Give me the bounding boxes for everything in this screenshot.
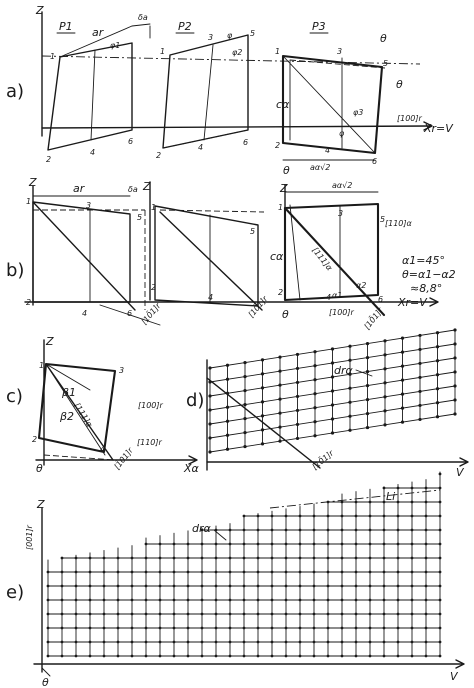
pt4-b3: 4 — [326, 293, 332, 302]
pt2-c: 2 — [32, 435, 38, 444]
x-axis-label-a: Xr=V — [424, 122, 453, 135]
dir-label-001r-e: [001]r — [25, 525, 34, 550]
grid-d-node — [418, 390, 421, 393]
grid-d-node — [313, 350, 316, 353]
pt2-p3: 2 — [275, 141, 281, 150]
grid-e-node — [439, 599, 442, 602]
grid-e-node — [439, 655, 442, 658]
theta-label-a-right: θ — [396, 78, 403, 91]
grid-d-node — [401, 393, 404, 396]
grid-d-node — [278, 356, 281, 359]
grid-d-node — [436, 373, 439, 376]
grid-d-node — [296, 367, 299, 370]
pt6-p1: 6 — [128, 137, 134, 146]
pt5-b3: 5 — [380, 215, 386, 224]
grid-d-node — [261, 428, 264, 431]
grid-d-node — [418, 404, 421, 407]
phi3-label: φ3 — [353, 108, 364, 117]
pt6-p2: 6 — [243, 138, 249, 147]
grid-d-node — [418, 376, 421, 379]
grid-d-node — [436, 401, 439, 404]
grid-d-node — [383, 353, 386, 356]
grid-d-node — [418, 418, 421, 421]
grid-d-node — [278, 384, 281, 387]
panel-a — [6, 4, 454, 177]
phi1-label: φ1 — [110, 41, 121, 50]
grid-d-node — [418, 348, 421, 351]
grid-d-node — [418, 334, 421, 337]
grid-d-node — [383, 367, 386, 370]
habit-line-e — [270, 490, 440, 508]
grid-d-node — [313, 364, 316, 367]
panel-d-label: d) — [186, 390, 205, 411]
grid-d-node — [436, 345, 439, 348]
d-r-alpha-label-d: drα — [334, 364, 353, 377]
grid-d-node — [401, 407, 404, 410]
v-label-e: V — [450, 670, 458, 683]
theta-label-c: θ — [36, 462, 43, 475]
grid-d-node — [383, 381, 386, 384]
pt4-p3: 4 — [325, 146, 331, 155]
grid-d-node — [453, 398, 456, 401]
approx-eq: ≈8,8° — [410, 282, 443, 295]
grid-d-node — [278, 426, 281, 429]
grid-d-node — [453, 328, 456, 331]
grid-d-node — [366, 398, 369, 401]
grid-d-node — [243, 417, 246, 420]
dir-label-b1: [10̄1]r — [139, 301, 163, 327]
pt4-p2: 4 — [198, 143, 204, 152]
grid-e-node — [439, 543, 442, 546]
grid-d-node — [278, 398, 281, 401]
pt1-p3: 1 — [275, 47, 281, 56]
grid-d-node — [383, 409, 386, 412]
grid-d-node — [331, 417, 334, 420]
grid-d-node — [226, 448, 229, 451]
diagonal-d — [207, 378, 320, 468]
grid-e-node — [439, 571, 442, 574]
pt2-b2: 2 — [151, 283, 157, 292]
phi2-label: φ2 — [232, 48, 243, 57]
pt5-b2: 5 — [250, 227, 256, 236]
pt6-b3: 6 — [378, 295, 384, 304]
grid-e-node — [439, 515, 442, 518]
x-axis-a — [42, 126, 430, 128]
pt1-p1: 1 — [50, 52, 56, 61]
p2-label: P2 — [178, 20, 192, 33]
cell-p1-mid — [91, 50, 95, 140]
grid-d-node — [296, 409, 299, 412]
grid-d-node — [366, 356, 369, 359]
c-alpha-label-a: cα — [276, 98, 290, 111]
grid-d-node — [383, 423, 386, 426]
grid-d-node — [331, 403, 334, 406]
grid-e-node — [439, 585, 442, 588]
pt4-b1: 4 — [82, 309, 88, 318]
theta-eq: θ=α1−α2 — [402, 268, 456, 281]
grid-d-node — [296, 353, 299, 356]
grid-d-node — [278, 370, 281, 373]
grid-d-node — [401, 351, 404, 354]
z-axis-label: Z — [36, 4, 44, 17]
z-label-e: Z — [37, 498, 45, 511]
panel-b — [6, 176, 456, 331]
grid-e-node — [439, 641, 442, 644]
grid-d-node — [226, 364, 229, 367]
dir-label-b2: [10̄1]r — [246, 294, 270, 320]
shear-top-p1 — [132, 24, 150, 26]
grid-d-node — [348, 401, 351, 404]
dir-label-d: [10̄1]r — [310, 448, 336, 472]
grid-d-node — [366, 370, 369, 373]
beta1-label: β1 — [62, 386, 77, 399]
grid-d-node — [348, 345, 351, 348]
grid-d-node — [453, 356, 456, 359]
pt5-b1: 5 — [137, 213, 143, 222]
grid-e-node — [439, 473, 442, 476]
grid-d-node — [453, 412, 456, 415]
grid-e-node — [439, 529, 442, 532]
lattice-grid-e — [47, 472, 442, 657]
grid-d-node — [296, 381, 299, 384]
grid-e-node — [439, 613, 442, 616]
alpha1-eq: α1=45° — [402, 254, 445, 267]
pt2-p2: 2 — [156, 151, 162, 160]
grid-d-node — [401, 421, 404, 424]
theta-label-a-bottom: θ — [283, 164, 290, 177]
grid-d-node — [436, 359, 439, 362]
v-label-d: V — [456, 466, 464, 479]
grid-d-node — [261, 386, 264, 389]
grid-d-node — [296, 395, 299, 398]
reference-line-a — [42, 56, 420, 64]
grid-d-node — [226, 406, 229, 409]
grid-d-node — [348, 415, 351, 418]
dir-label-100r-a: [100]r — [397, 114, 422, 123]
dir-label-b3: [10̄1]r — [362, 306, 385, 332]
delta-a-label-a: δa — [138, 13, 148, 22]
grid-d-node — [366, 412, 369, 415]
theta-label-a-top: θ — [380, 32, 387, 45]
grid-d-node — [436, 331, 439, 334]
pt2-b3: 2 — [278, 288, 284, 297]
grid-d-node — [453, 342, 456, 345]
grid-d-node — [278, 440, 281, 443]
panel-e-label: e) — [6, 582, 25, 603]
grid-d-node — [208, 366, 211, 369]
pt1-p2: 1 — [160, 47, 166, 56]
pt3-p3: 3 — [337, 47, 343, 56]
grid-d-node — [243, 389, 246, 392]
grid-d-node — [401, 379, 404, 382]
panel-d — [186, 328, 468, 479]
grid-d-node — [401, 365, 404, 368]
grid-d-node — [261, 358, 264, 361]
theta-label-e: θ — [42, 676, 49, 688]
cell-p1 — [48, 43, 132, 150]
grid-d-node — [348, 387, 351, 390]
panel-c-label: c) — [6, 386, 23, 407]
pt4-p1: 4 — [90, 148, 96, 157]
grid-d-node — [208, 394, 211, 397]
grid-d-node — [243, 375, 246, 378]
dir-label-110a-b: [110]α — [385, 219, 412, 228]
grid-e-node — [439, 627, 442, 630]
pt1-b3: 1 — [278, 203, 284, 212]
grid-d-node — [208, 408, 211, 411]
grid-d-node — [331, 431, 334, 434]
p1-label: P1 — [59, 20, 73, 33]
dir-label-111a-b: [111]α — [310, 245, 335, 273]
a-alpha-label-b: aα√2 — [332, 181, 353, 190]
c-alpha-label-b: cα — [270, 250, 284, 263]
grid-d-node — [313, 392, 316, 395]
grid-e-node — [439, 557, 442, 560]
pt5-p2: 5 — [250, 29, 256, 38]
grid-d-node — [261, 400, 264, 403]
grid-d-node — [313, 378, 316, 381]
dir-label-100r-c: [100]r — [138, 401, 163, 410]
pt2-b1: 2 — [26, 298, 32, 307]
pt4-b2: 4 — [208, 293, 214, 302]
pt3-b1: 3 — [86, 201, 92, 210]
cell-c-dash — [44, 455, 115, 460]
alpha1-label-b: α1 — [332, 291, 343, 300]
dir-label-111a-c: [111]α — [72, 401, 95, 429]
dir-label-1-01r-c: [1̄01]r — [112, 446, 135, 472]
grid-d-node — [208, 422, 211, 425]
grid-d-node — [243, 431, 246, 434]
panel-a-label: a) — [6, 81, 25, 102]
grid-d-node — [453, 370, 456, 373]
p3-label: P3 — [312, 20, 326, 33]
pt2-p1: 2 — [46, 155, 52, 164]
dir-label-110r-c: [110]r — [137, 438, 162, 447]
grid-d-node — [331, 347, 334, 350]
phi-beta-label: φ — [227, 31, 233, 40]
grid-d-node — [226, 434, 229, 437]
grid-d-node — [383, 395, 386, 398]
grid-d-node — [261, 372, 264, 375]
cell-p3 — [283, 56, 382, 153]
grid-d-node — [366, 426, 369, 429]
delta-a-label-b: δa — [128, 185, 138, 194]
pt3-p2: 3 — [208, 33, 214, 42]
li-label: Li — [386, 490, 396, 503]
panel-b-label: b) — [6, 260, 25, 281]
panel-c — [6, 335, 200, 475]
pt5-p3: 5 — [383, 59, 389, 68]
z-label-b1: Z — [29, 176, 37, 189]
ar-label-b: ar — [73, 182, 85, 195]
grid-d-node — [208, 450, 211, 453]
grid-d-node — [261, 414, 264, 417]
z-label-b2: Z — [143, 180, 151, 193]
grid-d-node — [348, 429, 351, 432]
z-label-b3: Z — [280, 182, 288, 195]
grid-d-node — [331, 389, 334, 392]
pt1-c: 1 — [39, 361, 45, 370]
panel-e — [6, 472, 464, 688]
pt6-p3: 6 — [372, 157, 378, 166]
cell-b1-diagonal — [33, 202, 135, 310]
a-alpha-label-a: aα√2 — [310, 163, 331, 172]
beta2-label: β2 — [60, 410, 75, 423]
pt6-b1: 6 — [127, 309, 133, 318]
grid-d-node — [243, 403, 246, 406]
grid-d-node — [243, 445, 246, 448]
pt4-c: 4 — [100, 445, 106, 454]
x-alpha-label: Xα — [184, 462, 199, 475]
lattice-grid-d — [208, 328, 456, 453]
grid-e-node — [439, 487, 442, 490]
d-r-alpha-label-e: drα — [192, 522, 211, 535]
pt1-b2: 1 — [151, 203, 157, 212]
cell-p3-diagonal — [283, 56, 375, 153]
grid-d-node — [348, 359, 351, 362]
grid-d-node — [418, 362, 421, 365]
grid-d-node — [366, 342, 369, 345]
phi-small-label-a: φ — [339, 129, 345, 138]
grid-d-node — [401, 337, 404, 340]
grid-d-node — [453, 384, 456, 387]
z-label-c: Z — [46, 335, 54, 348]
grid-d-node — [243, 361, 246, 364]
grid-d-node — [296, 437, 299, 440]
grid-d-node — [436, 415, 439, 418]
grid-d-node — [313, 406, 316, 409]
alpha2-label-b: α2 — [356, 281, 367, 290]
grid-d-node — [296, 423, 299, 426]
grid-d-node — [436, 387, 439, 390]
pt3-c: 3 — [119, 366, 125, 375]
grid-d-node — [226, 378, 229, 381]
grid-d-node — [278, 412, 281, 415]
pt3-b3: 3 — [338, 209, 344, 218]
grid-d-node — [261, 442, 264, 445]
dir-label-100r-b: [100]r — [329, 308, 354, 317]
grid-d-node — [313, 420, 316, 423]
grid-d-node — [383, 339, 386, 342]
grid-d-node — [366, 384, 369, 387]
grid-e-node — [439, 501, 442, 504]
grid-d-node — [313, 434, 316, 437]
theta-label-b: θ — [282, 308, 289, 321]
grid-d-node — [208, 436, 211, 439]
grid-d-node — [226, 420, 229, 423]
pt1-b1: 1 — [26, 197, 32, 206]
x-axis-label-b: Xr=V — [398, 296, 427, 309]
theta-tick-e — [42, 668, 50, 676]
ar-label-a: ar — [92, 26, 104, 39]
